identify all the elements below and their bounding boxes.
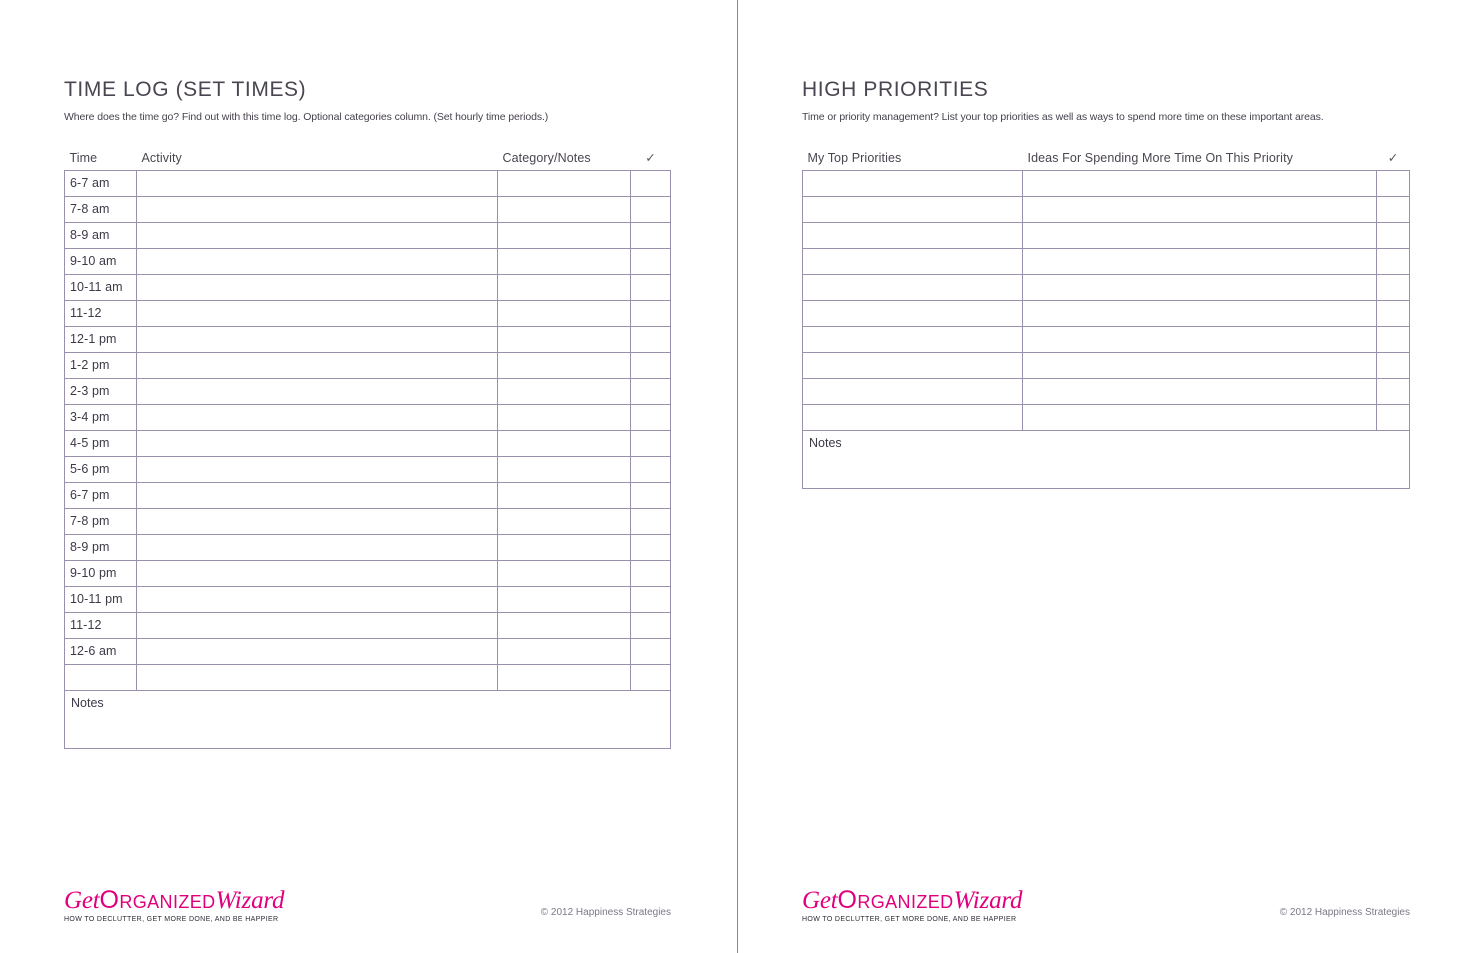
- table-row: [65, 404, 671, 430]
- cell-category[interactable]: [498, 222, 631, 248]
- cell-time: 12-1 pm: [65, 326, 137, 352]
- page-footer-left: [64, 888, 671, 923]
- logo-tagline: HOW TO DECLUTTER, GET MORE DONE, AND BE HAPPIER: [64, 916, 279, 923]
- table-row: [65, 664, 671, 690]
- table-row: [803, 274, 1410, 300]
- logo-tagline: HOW TO DECLUTTER, GET MORE DONE, AND BE HAPPIER: [802, 916, 1017, 923]
- cell-ideas[interactable]: [1023, 404, 1377, 430]
- cell-category[interactable]: [498, 404, 631, 430]
- copyright-text: © 2012 Happiness Strategies: [540, 907, 671, 918]
- cell-priority[interactable]: [803, 404, 1023, 430]
- cell-activity[interactable]: [137, 378, 498, 404]
- cell-category[interactable]: [498, 456, 631, 482]
- cell-priority[interactable]: [803, 326, 1023, 352]
- cell-category[interactable]: [498, 274, 631, 300]
- cell-priority[interactable]: [803, 170, 1023, 196]
- cell-time: [65, 664, 137, 690]
- cell-checkbox[interactable]: [631, 222, 671, 248]
- cell-activity[interactable]: [137, 300, 498, 326]
- table-row: [65, 430, 671, 456]
- cell-activity[interactable]: [137, 248, 498, 274]
- page-title: TIME LOG (SET TIMES): [64, 78, 307, 101]
- cell-priority[interactable]: [803, 352, 1023, 378]
- page-high-priorities: [738, 0, 1476, 953]
- cell-activity[interactable]: [137, 612, 498, 638]
- table-row: [65, 274, 671, 300]
- cell-checkbox[interactable]: [1377, 222, 1410, 248]
- cell-activity[interactable]: [137, 430, 498, 456]
- table-row: [803, 170, 1410, 196]
- page-title: HIGH PRIORITIES: [802, 78, 989, 101]
- column-header-check-icon: ✓: [645, 150, 656, 165]
- cell-activity[interactable]: [137, 170, 498, 196]
- cell-checkbox[interactable]: [631, 378, 671, 404]
- cell-checkbox[interactable]: [631, 170, 671, 196]
- cell-category[interactable]: [498, 196, 631, 222]
- cell-checkbox[interactable]: [631, 664, 671, 690]
- high-priorities-body: [803, 170, 1410, 430]
- cell-checkbox[interactable]: [631, 586, 671, 612]
- column-header-priority: My Top Priorities: [807, 150, 902, 165]
- table-row: [65, 326, 671, 352]
- table-row: [65, 222, 671, 248]
- cell-time: 8-9 am: [65, 222, 137, 248]
- cell-time: 11-12: [65, 300, 137, 326]
- cell-time: 5-6 pm: [65, 456, 137, 482]
- notes-label: Notes: [71, 695, 104, 710]
- table-row: [65, 248, 671, 274]
- cell-checkbox[interactable]: [1377, 196, 1410, 222]
- cell-checkbox[interactable]: [631, 248, 671, 274]
- cell-checkbox[interactable]: [631, 196, 671, 222]
- cell-activity[interactable]: [137, 508, 498, 534]
- cell-checkbox[interactable]: [631, 404, 671, 430]
- cell-category[interactable]: [498, 638, 631, 664]
- cell-category[interactable]: [498, 612, 631, 638]
- cell-activity[interactable]: [137, 352, 498, 378]
- cell-checkbox[interactable]: [631, 326, 671, 352]
- cell-time: 8-9 pm: [65, 534, 137, 560]
- column-header-check-icon: ✓: [1387, 150, 1399, 165]
- cell-activity[interactable]: [137, 560, 498, 586]
- cell-checkbox[interactable]: [1377, 300, 1410, 326]
- cell-ideas[interactable]: [1023, 248, 1377, 274]
- table-row: [803, 222, 1410, 248]
- logo-word-get: Get: [64, 887, 100, 914]
- brand-logo: [802, 888, 1022, 923]
- table-row: [65, 456, 671, 482]
- cell-time: 2-3 pm: [65, 378, 137, 404]
- cell-priority[interactable]: [803, 300, 1023, 326]
- cell-time: 12-6 am: [65, 638, 137, 664]
- cell-checkbox[interactable]: [1377, 326, 1410, 352]
- table-row: [65, 378, 671, 404]
- table-row: [65, 638, 671, 664]
- cell-category[interactable]: [498, 378, 631, 404]
- table-header-row: [65, 150, 671, 171]
- cell-category[interactable]: [498, 560, 631, 586]
- column-header-category: Category/Notes: [502, 150, 591, 165]
- page-subtitle: Time or priority management? List your top priorities as well as ways to spend more time on these important areas.: [802, 111, 1324, 123]
- cell-checkbox[interactable]: [631, 430, 671, 456]
- cell-priority[interactable]: [803, 248, 1023, 274]
- table-row: [65, 352, 671, 378]
- table-row: [65, 534, 671, 560]
- cell-category[interactable]: [498, 170, 631, 196]
- table-row: [65, 560, 671, 586]
- table-row: [65, 508, 671, 534]
- cell-activity[interactable]: [137, 196, 498, 222]
- table-row: [803, 404, 1410, 430]
- cell-checkbox[interactable]: [631, 300, 671, 326]
- page-footer-right: [802, 888, 1410, 923]
- cell-category[interactable]: [498, 508, 631, 534]
- cell-activity[interactable]: [137, 222, 498, 248]
- table-row: [803, 300, 1410, 326]
- cell-priority[interactable]: [803, 378, 1023, 404]
- cell-ideas[interactable]: [1023, 300, 1377, 326]
- table-row: [65, 196, 671, 222]
- cell-checkbox[interactable]: [631, 560, 671, 586]
- cell-checkbox[interactable]: [631, 352, 671, 378]
- brand-logo: [64, 888, 284, 923]
- cell-checkbox[interactable]: [1377, 352, 1410, 378]
- cell-checkbox[interactable]: [631, 456, 671, 482]
- cell-time: 6-7 am: [65, 170, 137, 196]
- table-row: [803, 352, 1410, 378]
- cell-checkbox[interactable]: [631, 534, 671, 560]
- cell-priority[interactable]: [803, 222, 1023, 248]
- table-row: [803, 248, 1410, 274]
- table-row: [803, 196, 1410, 222]
- cell-ideas[interactable]: [1023, 326, 1377, 352]
- cell-category[interactable]: [498, 586, 631, 612]
- logo-word-organized: Organized: [837, 886, 954, 914]
- cell-ideas[interactable]: [1023, 352, 1377, 378]
- table-row: [65, 300, 671, 326]
- table-row: [803, 326, 1410, 352]
- cell-time: 9-10 am: [65, 248, 137, 274]
- page-subtitle: Where does the time go? Find out with this time log. Optional categories column. (Set hourly time periods.): [64, 111, 549, 123]
- cell-ideas[interactable]: [1023, 222, 1377, 248]
- cell-activity[interactable]: [137, 534, 498, 560]
- column-header-activity: Activity: [141, 150, 182, 165]
- cell-category[interactable]: [498, 300, 631, 326]
- cell-category[interactable]: [498, 534, 631, 560]
- cell-priority[interactable]: [803, 196, 1023, 222]
- cell-activity[interactable]: [137, 586, 498, 612]
- cell-checkbox[interactable]: [1377, 248, 1410, 274]
- table-row: [65, 612, 671, 638]
- cell-checkbox[interactable]: [631, 612, 671, 638]
- cell-time: 1-2 pm: [65, 352, 137, 378]
- cell-time: 11-12: [65, 612, 137, 638]
- cell-category[interactable]: [498, 352, 631, 378]
- cell-checkbox[interactable]: [1377, 170, 1410, 196]
- table-row: [803, 378, 1410, 404]
- notes-box-right[interactable]: [802, 431, 1410, 489]
- cell-category[interactable]: [498, 430, 631, 456]
- cell-priority[interactable]: [803, 274, 1023, 300]
- copyright-text: © 2012 Happiness Strategies: [1279, 907, 1410, 918]
- cell-time: 7-8 pm: [65, 508, 137, 534]
- cell-activity[interactable]: [137, 664, 498, 690]
- time-log-table: [64, 150, 671, 691]
- cell-checkbox[interactable]: [1377, 404, 1410, 430]
- cell-time: 4-5 pm: [65, 430, 137, 456]
- column-header-ideas: Ideas For Spending More Time On This Priority: [1027, 150, 1293, 165]
- cell-activity[interactable]: [137, 404, 498, 430]
- cell-activity[interactable]: [137, 274, 498, 300]
- table-row: [65, 170, 671, 196]
- cell-activity[interactable]: [137, 456, 498, 482]
- cell-checkbox[interactable]: [1377, 378, 1410, 404]
- logo-word-wizard: Wizard: [215, 887, 285, 914]
- cell-checkbox[interactable]: [631, 274, 671, 300]
- cell-ideas[interactable]: [1023, 170, 1377, 196]
- logo-word-get: Get: [802, 887, 838, 914]
- high-priorities-table: [802, 150, 1410, 431]
- table-row: [65, 482, 671, 508]
- cell-checkbox[interactable]: [631, 482, 671, 508]
- time-log-body: [65, 170, 671, 690]
- cell-checkbox[interactable]: [631, 638, 671, 664]
- cell-ideas[interactable]: [1023, 274, 1377, 300]
- notes-label: Notes: [809, 435, 842, 450]
- cell-activity[interactable]: [137, 482, 498, 508]
- cell-time: 7-8 am: [65, 196, 137, 222]
- cell-time: 10-11 am: [65, 274, 137, 300]
- cell-activity[interactable]: [137, 638, 498, 664]
- table-header-row: [803, 150, 1410, 171]
- cell-ideas[interactable]: [1023, 196, 1377, 222]
- cell-time: 6-7 pm: [65, 482, 137, 508]
- cell-time: 3-4 pm: [65, 404, 137, 430]
- cell-category[interactable]: [498, 664, 631, 690]
- cell-time: 9-10 pm: [65, 560, 137, 586]
- logo-word-organized: Organized: [99, 886, 216, 914]
- logo-word-wizard: Wizard: [953, 887, 1023, 914]
- cell-category[interactable]: [498, 326, 631, 352]
- cell-activity[interactable]: [137, 326, 498, 352]
- cell-category[interactable]: [498, 248, 631, 274]
- cell-checkbox[interactable]: [1377, 274, 1410, 300]
- cell-time: 10-11 pm: [65, 586, 137, 612]
- notes-box-left[interactable]: [64, 691, 671, 749]
- cell-ideas[interactable]: [1023, 378, 1377, 404]
- column-header-time: Time: [69, 150, 98, 165]
- table-row: [65, 586, 671, 612]
- cell-category[interactable]: [498, 482, 631, 508]
- cell-checkbox[interactable]: [631, 508, 671, 534]
